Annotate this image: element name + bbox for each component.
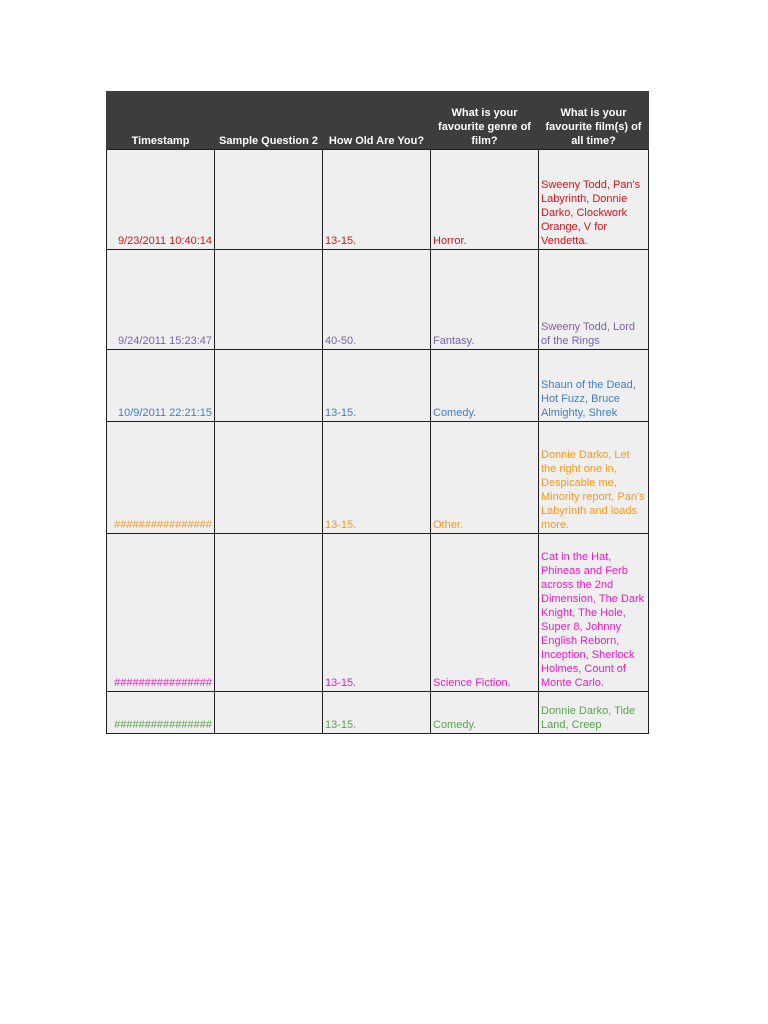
genre-cell[interactable]: Comedy. xyxy=(431,350,539,422)
sample-question-2-cell[interactable] xyxy=(215,250,323,350)
table-row xyxy=(107,350,649,422)
table-row xyxy=(107,150,649,250)
age-cell[interactable]: 13-15. xyxy=(323,534,431,692)
age-cell[interactable]: 13-15. xyxy=(323,422,431,534)
header-row xyxy=(107,91,649,150)
timestamp-cell[interactable]: ################ xyxy=(107,534,215,692)
genre-cell[interactable]: Horror. xyxy=(431,150,539,250)
header-sample-question-2: Sample Question 2 xyxy=(215,91,323,150)
films-cell[interactable]: Donnie Darko, Let the right one in, Despicable me, Minority report, Pan's Labyrinth and loads more. xyxy=(539,422,649,534)
table-row xyxy=(107,534,649,692)
timestamp-cell[interactable]: 9/24/2011 15:23:47 xyxy=(107,250,215,350)
films-cell[interactable]: Sweeny Todd, Pan's Labyrinth, Donnie Darko, Clockwork Orange, V for Vendetta. xyxy=(539,150,649,250)
age-cell[interactable]: 13-15. xyxy=(323,350,431,422)
sample-question-2-cell[interactable] xyxy=(215,534,323,692)
age-cell[interactable]: 40-50. xyxy=(323,250,431,350)
timestamp-cell[interactable]: ################ xyxy=(107,422,215,534)
table-row xyxy=(107,692,649,734)
timestamp-cell[interactable]: 9/23/2011 10:40:14 xyxy=(107,150,215,250)
sample-question-2-cell[interactable] xyxy=(215,150,323,250)
films-cell[interactable]: Shaun of the Dead, Hot Fuzz, Bruce Almighty, Shrek xyxy=(539,350,649,422)
sample-question-2-cell[interactable] xyxy=(215,422,323,534)
films-cell[interactable]: Cat in the Hat, Phineas and Ferb across the 2nd Dimension, The Dark Knight, The Hole, Super 8, Johnny English Reborn, Inception, Sherlock Holmes, Count of Monte Carlo. xyxy=(539,534,649,692)
genre-cell[interactable]: Fantasy. xyxy=(431,250,539,350)
films-cell[interactable]: Donnie Darko, Tide Land, Creep xyxy=(539,692,649,734)
films-cell[interactable]: Sweeny Todd, Lord of the Rings xyxy=(539,250,649,350)
survey-responses-table xyxy=(106,91,649,734)
age-cell[interactable]: 13-15. xyxy=(323,150,431,250)
header-age: How Old Are You? xyxy=(323,91,431,150)
genre-cell[interactable]: Comedy. xyxy=(431,692,539,734)
timestamp-cell[interactable]: ################ xyxy=(107,692,215,734)
header-genre: What is your favourite genre of film? xyxy=(431,91,539,150)
genre-cell[interactable]: Science Fiction. xyxy=(431,534,539,692)
age-cell[interactable]: 13-15. xyxy=(323,692,431,734)
table-row xyxy=(107,422,649,534)
sample-question-2-cell[interactable] xyxy=(215,692,323,734)
timestamp-cell[interactable]: 10/9/2011 22:21:15 xyxy=(107,350,215,422)
sample-question-2-cell[interactable] xyxy=(215,350,323,422)
header-favourite-films: What is your favourite film(s) of all time? xyxy=(539,91,649,150)
header-timestamp: Timestamp xyxy=(107,91,215,150)
genre-cell[interactable]: Other. xyxy=(431,422,539,534)
table-row xyxy=(107,250,649,350)
